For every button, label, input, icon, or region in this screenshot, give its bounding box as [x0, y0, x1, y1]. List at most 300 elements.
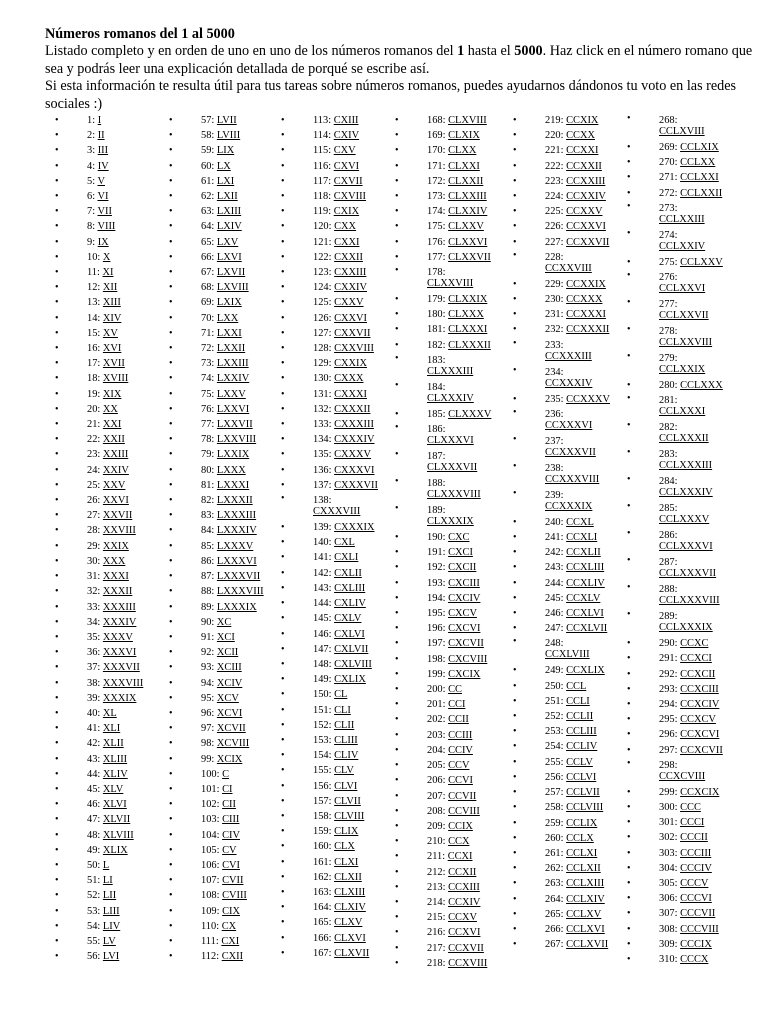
- roman-numeral-link[interactable]: CL: [334, 689, 348, 701]
- roman-numeral-link[interactable]: CCLIX: [566, 817, 598, 829]
- roman-numeral-link[interactable]: CLXX: [448, 145, 477, 157]
- roman-numeral-link[interactable]: LXXIV: [216, 373, 250, 385]
- roman-numeral-link[interactable]: XXX: [102, 555, 126, 567]
- roman-numeral-link[interactable]: CXCII: [448, 562, 477, 574]
- roman-numeral-link[interactable]: CCXLI: [566, 532, 598, 544]
- roman-numeral-link[interactable]: CLXXX: [448, 309, 484, 321]
- roman-numeral-link[interactable]: CCII: [448, 714, 469, 726]
- roman-numeral-link[interactable]: LXXXIV: [216, 525, 257, 537]
- roman-numeral-link[interactable]: CXCI: [448, 547, 473, 559]
- roman-numeral-link[interactable]: LXXXIX: [216, 601, 257, 613]
- roman-numeral-link[interactable]: CXLV: [334, 613, 362, 625]
- roman-numeral-link[interactable]: CCLXX: [680, 157, 716, 169]
- roman-numeral-link[interactable]: CCLXII: [566, 863, 601, 875]
- roman-numeral-link[interactable]: CCLXVII: [566, 939, 609, 951]
- roman-numeral-link[interactable]: XCVII: [216, 723, 246, 735]
- roman-numeral-link[interactable]: LV: [102, 935, 116, 947]
- roman-numeral-link[interactable]: LXXX: [216, 464, 246, 476]
- roman-numeral-link[interactable]: CLXI: [334, 856, 359, 868]
- roman-numeral-link[interactable]: LXVI: [216, 251, 242, 263]
- roman-numeral-link[interactable]: CCCV: [680, 878, 709, 890]
- roman-numeral-link[interactable]: CCLXIV: [566, 893, 605, 905]
- roman-numeral-link[interactable]: CCXXI: [566, 145, 599, 157]
- roman-numeral-link[interactable]: CLXV: [334, 917, 363, 929]
- roman-numeral-link[interactable]: CCXXXV: [566, 393, 610, 405]
- roman-numeral-link[interactable]: CXL: [334, 537, 355, 549]
- roman-numeral-link[interactable]: CLXIX: [448, 130, 480, 142]
- roman-numeral-link[interactable]: LX: [216, 160, 231, 172]
- roman-numeral-link[interactable]: LXXIX: [216, 449, 250, 461]
- roman-numeral-link[interactable]: CCXCIII: [680, 683, 719, 695]
- roman-numeral-link[interactable]: LXIII: [216, 206, 242, 218]
- roman-numeral-link[interactable]: CCVI: [448, 775, 473, 787]
- roman-numeral-link[interactable]: CCLXXXVI: [659, 541, 713, 553]
- roman-numeral-link[interactable]: CXXII: [334, 251, 363, 263]
- roman-numeral-link[interactable]: CCXXV: [566, 206, 603, 218]
- roman-numeral-link[interactable]: CCLXXVII: [659, 310, 709, 322]
- roman-numeral-link[interactable]: CLXXXIII: [427, 365, 474, 377]
- roman-numeral-link[interactable]: XXVIII: [102, 525, 136, 537]
- roman-numeral-link[interactable]: CXCIX: [448, 668, 481, 680]
- roman-numeral-link[interactable]: CCXXII: [566, 160, 602, 172]
- roman-numeral-link[interactable]: XXXVIII: [102, 677, 144, 689]
- roman-numeral-link[interactable]: CCXX: [566, 130, 595, 142]
- roman-numeral-link[interactable]: XX: [102, 403, 118, 415]
- roman-numeral-link[interactable]: CLXXVI: [448, 236, 488, 248]
- roman-numeral-link[interactable]: V: [97, 175, 106, 187]
- roman-numeral-link[interactable]: CXXVII: [334, 327, 371, 339]
- roman-numeral-link[interactable]: LII: [102, 890, 117, 902]
- roman-numeral-link[interactable]: CXX: [334, 221, 357, 233]
- roman-numeral-link[interactable]: CLXXXI: [448, 324, 488, 336]
- roman-numeral-link[interactable]: CCXVI: [448, 927, 481, 939]
- roman-numeral-link[interactable]: CCXII: [448, 866, 477, 878]
- roman-numeral-link[interactable]: CCXXIV: [566, 191, 606, 203]
- roman-numeral-link[interactable]: XXVII: [102, 510, 133, 522]
- roman-numeral-link[interactable]: LXX: [216, 312, 239, 324]
- roman-numeral-link[interactable]: LIV: [102, 920, 121, 932]
- roman-numeral-link[interactable]: XII: [102, 282, 118, 294]
- roman-numeral-link[interactable]: CCLXIX: [680, 142, 719, 153]
- roman-numeral-link[interactable]: CCLIV: [566, 741, 598, 753]
- roman-numeral-link[interactable]: LXXVIII: [216, 434, 257, 446]
- roman-numeral-link[interactable]: LXXXIII: [216, 510, 257, 522]
- roman-numeral-link[interactable]: CXXVIII: [334, 343, 374, 355]
- roman-numeral-link[interactable]: CLXXVIII: [427, 278, 474, 290]
- roman-numeral-link[interactable]: CXIX: [333, 206, 360, 218]
- roman-numeral-link[interactable]: XXIX: [102, 540, 129, 552]
- roman-numeral-link[interactable]: CCL: [566, 680, 587, 692]
- roman-numeral-link[interactable]: CXLVI: [334, 628, 365, 640]
- roman-numeral-link[interactable]: CLII: [334, 719, 355, 731]
- roman-numeral-link[interactable]: CCLX: [566, 832, 594, 844]
- roman-numeral-link[interactable]: XXIII: [102, 449, 129, 461]
- roman-numeral-link[interactable]: CCLXXVI: [659, 283, 706, 295]
- roman-numeral-link[interactable]: XL: [102, 707, 117, 719]
- roman-numeral-link[interactable]: CCXIII: [448, 881, 480, 893]
- roman-numeral-link[interactable]: CXLII: [334, 567, 362, 579]
- roman-numeral-link[interactable]: CCXI: [447, 851, 473, 863]
- roman-numeral-link[interactable]: CXXXVII: [334, 479, 378, 491]
- roman-numeral-link[interactable]: LI: [102, 875, 113, 887]
- roman-numeral-link[interactable]: CCLII: [566, 711, 594, 723]
- roman-numeral-link[interactable]: CV: [222, 844, 237, 856]
- roman-numeral-link[interactable]: CLXVI: [334, 932, 366, 944]
- roman-numeral-link[interactable]: CLXII: [334, 871, 362, 883]
- roman-numeral-link[interactable]: CLXXXVIII: [427, 489, 481, 501]
- roman-numeral-link[interactable]: CCIII: [448, 729, 473, 741]
- roman-numeral-link[interactable]: CCLXXX: [680, 380, 723, 392]
- roman-numeral-link[interactable]: XLVII: [102, 814, 131, 826]
- roman-numeral-link[interactable]: CCXXXII: [566, 324, 610, 336]
- roman-numeral-link[interactable]: CLXXXIV: [427, 392, 474, 404]
- roman-numeral-link[interactable]: CXXXII: [334, 403, 371, 415]
- roman-numeral-link[interactable]: CCLXXXI: [659, 406, 706, 418]
- roman-numeral-link[interactable]: XLIV: [102, 768, 128, 780]
- roman-numeral-link[interactable]: CXCV: [448, 608, 477, 620]
- roman-numeral-link[interactable]: CCIV: [448, 744, 473, 756]
- roman-numeral-link[interactable]: XXXVI: [102, 647, 137, 659]
- roman-numeral-link[interactable]: LXXIII: [216, 358, 249, 370]
- roman-numeral-link[interactable]: XLIX: [102, 844, 128, 856]
- roman-numeral-link[interactable]: CXXXIII: [334, 419, 374, 431]
- roman-numeral-link[interactable]: CCCVI: [680, 893, 712, 905]
- roman-numeral-link[interactable]: LXXVI: [216, 403, 250, 415]
- roman-numeral-link[interactable]: CCLXXIII: [659, 213, 705, 225]
- roman-numeral-link[interactable]: CLVII: [334, 795, 361, 807]
- roman-numeral-link[interactable]: CXXXIX: [334, 522, 375, 534]
- roman-numeral-link[interactable]: LXIV: [216, 221, 242, 233]
- roman-numeral-link[interactable]: CCXCVII: [680, 744, 723, 756]
- roman-numeral-link[interactable]: CLIV: [334, 750, 359, 762]
- roman-numeral-link[interactable]: CXXXV: [334, 449, 372, 461]
- roman-numeral-link[interactable]: CCXLII: [566, 547, 601, 559]
- roman-numeral-link[interactable]: CCXCVIII: [659, 770, 706, 782]
- roman-numeral-link[interactable]: XXXV: [102, 631, 133, 643]
- roman-numeral-link[interactable]: CCLXVIII: [659, 126, 705, 137]
- roman-numeral-link[interactable]: XCII: [216, 647, 239, 659]
- roman-numeral-link[interactable]: CXC: [448, 532, 470, 544]
- roman-numeral-link[interactable]: LVII: [216, 115, 237, 126]
- roman-numeral-link[interactable]: CCXXIII: [566, 175, 606, 187]
- roman-numeral-link[interactable]: XCI: [216, 631, 235, 643]
- roman-numeral-link[interactable]: III: [97, 145, 109, 157]
- roman-numeral-link[interactable]: CCXLVIII: [545, 649, 590, 661]
- roman-numeral-link[interactable]: X: [102, 251, 111, 263]
- roman-numeral-link[interactable]: CCLXIII: [566, 878, 605, 890]
- roman-numeral-link[interactable]: CCCVIII: [680, 923, 719, 935]
- roman-numeral-link[interactable]: LXVII: [216, 267, 246, 279]
- roman-numeral-link[interactable]: CLI: [334, 704, 351, 716]
- roman-numeral-link[interactable]: CCLXVI: [566, 923, 605, 935]
- roman-numeral-link[interactable]: L: [102, 859, 110, 871]
- roman-numeral-link[interactable]: LXXXII: [216, 495, 253, 507]
- roman-numeral-link[interactable]: XLV: [102, 783, 124, 795]
- roman-numeral-link[interactable]: LXXI: [216, 327, 242, 339]
- roman-numeral-link[interactable]: CI: [222, 783, 233, 795]
- roman-numeral-link[interactable]: CCLXXII: [680, 187, 723, 199]
- roman-numeral-link[interactable]: CCLXXIX: [659, 364, 706, 376]
- roman-numeral-link[interactable]: LXV: [216, 236, 239, 248]
- roman-numeral-link[interactable]: XCIII: [216, 662, 242, 674]
- roman-numeral-link[interactable]: CCXC: [680, 638, 709, 650]
- roman-numeral-link[interactable]: CX: [221, 920, 237, 932]
- roman-numeral-link[interactable]: CCXCV: [680, 714, 716, 726]
- roman-numeral-link[interactable]: LVIII: [216, 130, 241, 142]
- roman-numeral-link[interactable]: CXXIII: [334, 267, 367, 279]
- roman-numeral-link[interactable]: CCXXXVII: [545, 446, 596, 458]
- roman-numeral-link[interactable]: CXII: [221, 951, 244, 963]
- roman-numeral-link[interactable]: CCX: [448, 836, 470, 848]
- roman-numeral-link[interactable]: CXVI: [333, 160, 360, 172]
- roman-numeral-link[interactable]: CCCIV: [680, 862, 712, 874]
- roman-numeral-link[interactable]: XVIII: [102, 373, 129, 385]
- roman-numeral-link[interactable]: CXXVI: [334, 312, 367, 324]
- roman-numeral-link[interactable]: LXVIII: [216, 282, 249, 294]
- roman-numeral-link[interactable]: CXXXVI: [334, 464, 375, 476]
- roman-numeral-link[interactable]: LXXII: [216, 343, 246, 355]
- roman-numeral-link[interactable]: XLI: [102, 723, 121, 735]
- roman-numeral-link[interactable]: LXI: [216, 175, 235, 187]
- roman-numeral-link[interactable]: XLVIII: [102, 829, 134, 841]
- roman-numeral-link[interactable]: XIX: [102, 388, 122, 400]
- roman-numeral-link[interactable]: XLVI: [102, 799, 127, 811]
- roman-numeral-link[interactable]: CCCIII: [680, 847, 712, 859]
- roman-numeral-link[interactable]: LXII: [216, 191, 238, 203]
- roman-numeral-link[interactable]: CXXXIV: [334, 434, 375, 446]
- roman-numeral-link[interactable]: CCXLVI: [566, 608, 604, 620]
- roman-numeral-link[interactable]: XCIX: [216, 753, 243, 765]
- roman-numeral-link[interactable]: LXXV: [216, 388, 246, 400]
- roman-numeral-link[interactable]: CXVIII: [333, 191, 367, 203]
- roman-numeral-link[interactable]: CCLXXXV: [659, 514, 710, 526]
- roman-numeral-link[interactable]: CLVIII: [334, 810, 365, 822]
- roman-numeral-link[interactable]: CCLXXI: [680, 172, 719, 184]
- roman-numeral-link[interactable]: CCCI: [680, 817, 705, 829]
- roman-numeral-link[interactable]: CCXCIX: [680, 786, 720, 798]
- roman-numeral-link[interactable]: CXXXI: [334, 388, 367, 400]
- roman-numeral-link[interactable]: CCLV: [566, 756, 593, 768]
- roman-numeral-link[interactable]: CXXIV: [334, 282, 367, 294]
- roman-numeral-link[interactable]: CCLXXXIX: [659, 622, 713, 634]
- roman-numeral-link[interactable]: CXCVII: [448, 638, 484, 650]
- roman-numeral-link[interactable]: C: [222, 768, 230, 780]
- roman-numeral-link[interactable]: XXI: [102, 419, 122, 431]
- roman-numeral-link[interactable]: CCV: [448, 760, 470, 772]
- roman-numeral-link[interactable]: XXXII: [102, 586, 133, 598]
- roman-numeral-link[interactable]: CVIII: [222, 890, 247, 902]
- roman-numeral-link[interactable]: CLIX: [334, 826, 359, 838]
- roman-numeral-link[interactable]: CVII: [222, 875, 244, 887]
- roman-numeral-link[interactable]: CCXVII: [448, 942, 484, 954]
- roman-numeral-link[interactable]: VIII: [97, 221, 116, 233]
- roman-numeral-link[interactable]: CII: [222, 799, 236, 811]
- roman-numeral-link[interactable]: CCXLV: [566, 592, 601, 604]
- roman-numeral-link[interactable]: CXCVI: [448, 623, 481, 635]
- roman-numeral-link[interactable]: CCI: [448, 699, 466, 711]
- roman-numeral-link[interactable]: CXXI: [334, 236, 360, 248]
- roman-numeral-link[interactable]: CCXLIV: [566, 577, 605, 589]
- roman-numeral-link[interactable]: CCLXXXIV: [659, 487, 713, 499]
- roman-numeral-link[interactable]: LXXVII: [216, 419, 253, 431]
- roman-numeral-link[interactable]: XC: [216, 616, 232, 628]
- roman-numeral-link[interactable]: CCCX: [680, 954, 709, 966]
- roman-numeral-link[interactable]: CCLVIII: [566, 802, 604, 814]
- roman-numeral-link[interactable]: CCXXIX: [566, 278, 606, 290]
- roman-numeral-link[interactable]: CLXVIII: [448, 115, 487, 126]
- roman-numeral-link[interactable]: CCXXVI: [566, 221, 606, 233]
- roman-numeral-link[interactable]: CCLXV: [566, 908, 602, 920]
- roman-numeral-link[interactable]: CCXLIX: [566, 665, 605, 677]
- roman-numeral-link[interactable]: CCC: [680, 802, 701, 814]
- roman-numeral-link[interactable]: CCLXXVIII: [659, 337, 713, 349]
- roman-numeral-link[interactable]: CXLIX: [334, 674, 366, 686]
- roman-numeral-link[interactable]: CLIII: [334, 734, 358, 746]
- roman-numeral-link[interactable]: IX: [97, 236, 109, 248]
- roman-numeral-link[interactable]: XVI: [102, 343, 122, 355]
- roman-numeral-link[interactable]: II: [97, 130, 105, 142]
- roman-numeral-link[interactable]: CLXXXVI: [427, 435, 474, 447]
- roman-numeral-link[interactable]: CLXXV: [448, 221, 484, 233]
- roman-numeral-link[interactable]: LXXXVIII: [216, 586, 264, 598]
- roman-numeral-link[interactable]: XXVI: [102, 495, 129, 507]
- roman-numeral-link[interactable]: CCLXXXVII: [659, 568, 717, 580]
- roman-numeral-link[interactable]: CXLVIII: [334, 658, 372, 670]
- roman-numeral-link[interactable]: CC: [448, 684, 462, 696]
- roman-numeral-link[interactable]: CLXXVII: [448, 251, 491, 263]
- roman-numeral-link[interactable]: CLXXXV: [448, 408, 492, 420]
- roman-numeral-link[interactable]: CXI: [221, 935, 240, 947]
- roman-numeral-link[interactable]: CCXCVI: [680, 729, 720, 741]
- roman-numeral-link[interactable]: XV: [102, 327, 118, 339]
- roman-numeral-link[interactable]: CLXIV: [334, 902, 366, 914]
- roman-numeral-link[interactable]: CCXXXIII: [545, 350, 592, 362]
- roman-numeral-link[interactable]: CLVI: [334, 780, 358, 792]
- roman-numeral-link[interactable]: LXXXVI: [216, 555, 257, 567]
- roman-numeral-link[interactable]: CCXCII: [680, 668, 716, 680]
- roman-numeral-link[interactable]: CLXXIV: [448, 206, 488, 218]
- roman-numeral-link[interactable]: XCIV: [216, 677, 243, 689]
- roman-numeral-link[interactable]: XXXIX: [102, 692, 137, 704]
- roman-numeral-link[interactable]: XI: [102, 267, 114, 279]
- roman-numeral-link[interactable]: CXLI: [334, 552, 359, 564]
- roman-numeral-link[interactable]: CCXXVII: [566, 236, 610, 248]
- roman-numeral-link[interactable]: CLX: [334, 841, 355, 853]
- roman-numeral-link[interactable]: XXII: [102, 434, 125, 446]
- roman-numeral-link[interactable]: CXLVII: [334, 643, 369, 655]
- roman-numeral-link[interactable]: XXXIV: [102, 616, 137, 628]
- roman-numeral-link[interactable]: CCXLIII: [566, 562, 605, 574]
- roman-numeral-link[interactable]: CXCIII: [448, 577, 480, 589]
- roman-numeral-link[interactable]: CCXV: [448, 912, 477, 924]
- roman-numeral-link[interactable]: XVII: [102, 358, 125, 370]
- roman-numeral-link[interactable]: XLIII: [102, 753, 128, 765]
- roman-numeral-link[interactable]: CCXCIV: [680, 699, 720, 711]
- roman-numeral-link[interactable]: CCLI: [566, 695, 590, 707]
- roman-numeral-link[interactable]: XXXVII: [102, 662, 140, 674]
- roman-numeral-link[interactable]: CCLIII: [566, 726, 597, 738]
- roman-numeral-link[interactable]: CCXXXIV: [545, 377, 593, 389]
- roman-numeral-link[interactable]: CCXXX: [566, 294, 603, 306]
- roman-numeral-link[interactable]: CCLXXXVIII: [659, 595, 720, 607]
- roman-numeral-link[interactable]: CCXXXVI: [545, 419, 593, 431]
- roman-numeral-link[interactable]: CLXXIII: [448, 191, 487, 203]
- roman-numeral-link[interactable]: LIII: [102, 905, 120, 917]
- roman-numeral-link[interactable]: CCXXXI: [566, 309, 606, 321]
- roman-numeral-link[interactable]: CLXXIX: [448, 294, 488, 306]
- roman-numeral-link[interactable]: CXXX: [334, 373, 364, 385]
- roman-numeral-link[interactable]: CXIII: [333, 115, 359, 126]
- roman-numeral-link[interactable]: XLII: [102, 738, 124, 750]
- roman-numeral-link[interactable]: LIX: [216, 145, 235, 157]
- roman-numeral-link[interactable]: I: [97, 115, 102, 126]
- roman-numeral-link[interactable]: CCXXXIX: [545, 500, 593, 512]
- roman-numeral-link[interactable]: CXCVIII: [448, 653, 488, 665]
- roman-numeral-link[interactable]: CIV: [222, 829, 240, 841]
- roman-numeral-link[interactable]: XXXI: [102, 571, 129, 583]
- roman-numeral-link[interactable]: CXCIV: [448, 592, 481, 604]
- roman-numeral-link[interactable]: LXXXV: [216, 540, 254, 552]
- roman-numeral-link[interactable]: IV: [97, 160, 109, 172]
- roman-numeral-link[interactable]: XIV: [102, 312, 122, 324]
- roman-numeral-link[interactable]: CCXCI: [680, 653, 712, 665]
- roman-numeral-link[interactable]: VII: [97, 206, 112, 218]
- roman-numeral-link[interactable]: CCLXXXIII: [659, 460, 713, 472]
- roman-numeral-link[interactable]: CCXVIII: [448, 957, 488, 969]
- roman-numeral-link[interactable]: CCLXXXII: [659, 433, 709, 445]
- roman-numeral-link[interactable]: CCCII: [680, 832, 708, 844]
- roman-numeral-link[interactable]: XXV: [102, 479, 126, 491]
- roman-numeral-link[interactable]: LVI: [102, 951, 120, 963]
- roman-numeral-link[interactable]: CCXIV: [448, 896, 481, 908]
- roman-numeral-link[interactable]: CLXIII: [334, 886, 366, 898]
- roman-numeral-link[interactable]: CLXXI: [448, 160, 480, 172]
- roman-numeral-link[interactable]: CCXXXVIII: [545, 473, 600, 485]
- roman-numeral-link[interactable]: CCIX: [448, 820, 473, 832]
- roman-numeral-link[interactable]: CCXXVIII: [545, 262, 592, 274]
- roman-numeral-link[interactable]: CCCIX: [680, 938, 712, 950]
- roman-numeral-link[interactable]: CCVIII: [448, 805, 480, 817]
- roman-numeral-link[interactable]: CXXIX: [334, 358, 367, 370]
- roman-numeral-link[interactable]: CLXXXIX: [427, 516, 474, 528]
- roman-numeral-link[interactable]: CCCVII: [680, 908, 716, 920]
- roman-numeral-link[interactable]: CXLIV: [334, 598, 366, 610]
- roman-numeral-link[interactable]: CXVII: [333, 175, 363, 187]
- roman-numeral-link[interactable]: XCVI: [216, 707, 243, 719]
- roman-numeral-link[interactable]: VI: [97, 191, 109, 203]
- roman-numeral-link[interactable]: XIII: [102, 297, 121, 309]
- roman-numeral-link[interactable]: CXIV: [333, 130, 360, 142]
- roman-numeral-link[interactable]: CLXXXII: [448, 339, 491, 351]
- roman-numeral-link[interactable]: CXXV: [334, 297, 364, 309]
- roman-numeral-link[interactable]: LXXXVII: [216, 571, 261, 583]
- roman-numeral-link[interactable]: XCVIII: [216, 738, 250, 750]
- roman-numeral-link[interactable]: CLXXXVII: [427, 462, 478, 474]
- roman-numeral-link[interactable]: CCLVI: [566, 771, 597, 783]
- roman-numeral-link[interactable]: CCLXXIV: [659, 240, 706, 252]
- roman-numeral-link[interactable]: CCLXXV: [680, 256, 723, 268]
- roman-numeral-link[interactable]: CCXL: [566, 516, 594, 528]
- roman-numeral-link[interactable]: CCVII: [448, 790, 477, 802]
- roman-numeral-link[interactable]: CIII: [222, 814, 240, 826]
- roman-numeral-link[interactable]: CCLVII: [566, 787, 600, 799]
- roman-numeral-link[interactable]: CVI: [222, 859, 240, 871]
- roman-numeral-link[interactable]: XXIV: [102, 464, 129, 476]
- roman-numeral-link[interactable]: LXIX: [216, 297, 242, 309]
- roman-numeral-link[interactable]: CCXLVII: [566, 623, 608, 635]
- roman-numeral-link[interactable]: CCXIX: [566, 115, 599, 126]
- roman-numeral-link[interactable]: CLXVII: [334, 947, 370, 959]
